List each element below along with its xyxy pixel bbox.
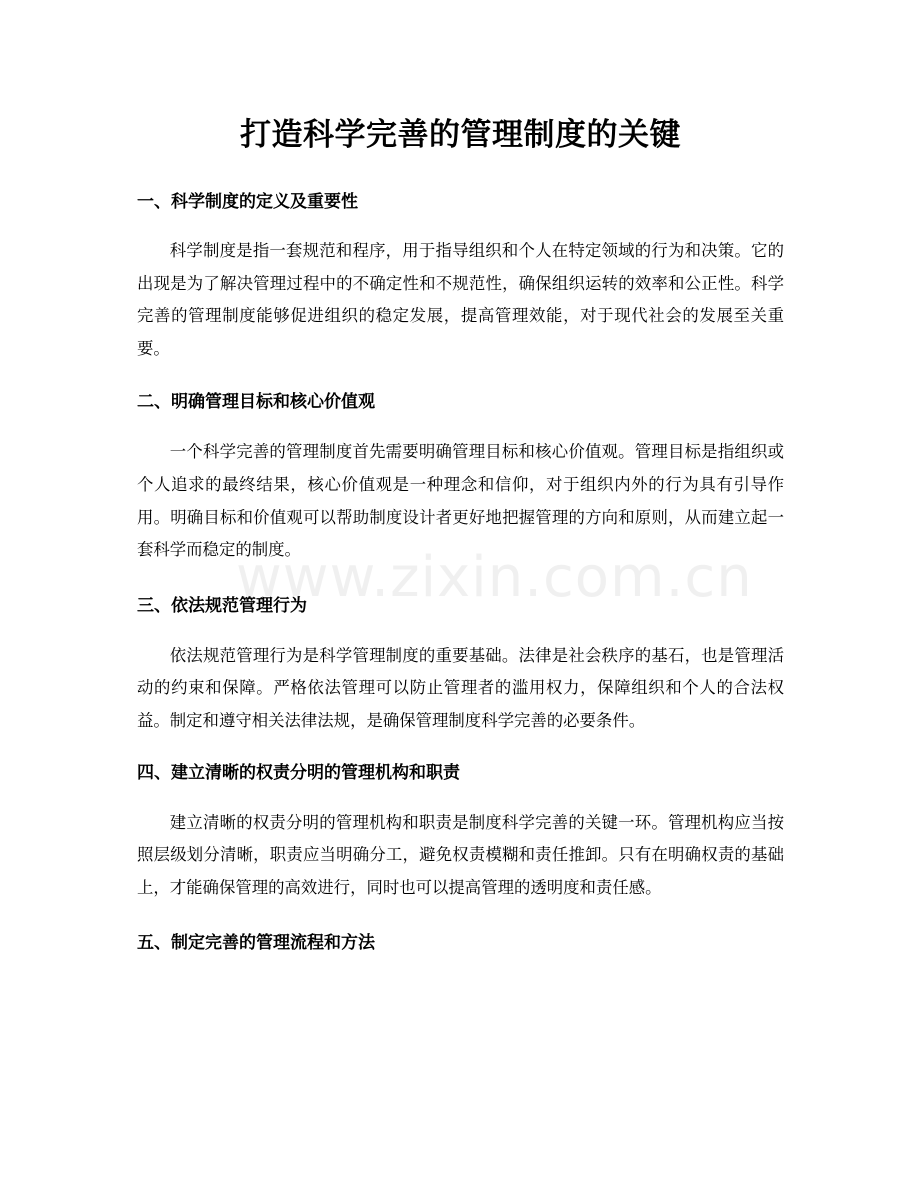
section-body-2: 一个科学完善的管理制度首先需要明确管理目标和核心价值观。管理目标是指组织或个人追求的最终结果，核心价值观是一种理念和信仰，对于组织内外的行为具有引导作用。明确目标和价值观可以帮助制度设计者更好地把握管理的方向和原则，从而建立起一套科学而稳定的制度。 [137, 442, 784, 560]
section-heading-3: 三、依法规范管理行为 [137, 595, 307, 616]
section-heading-5: 五、制定完善的管理流程和方法 [137, 933, 375, 954]
section-heading-2: 二、明确管理目标和核心价值观 [137, 392, 375, 413]
section-heading-4: 四、建立清晰的权责分明的管理机构和职责 [137, 762, 460, 783]
document-title: 打造科学完善的管理制度的关键 [240, 117, 681, 153]
section-body-4: 建立清晰的权责分明的管理机构和职责是制度科学完善的关键一环。管理机构应当按照层级划分清晰，职责应当明确分工，避免权责模糊和责任推卸。只有在明确权责的基础上，才能确保管理的高效进行，同时也可以提高管理的透明度和责任感。 [137, 812, 784, 897]
section-heading-1: 一、科学制度的定义及重要性 [137, 192, 358, 212]
section-body-3: 依法规范管理行为是科学管理制度的重要基础。法律是社会秩序的基石，也是管理活动的约束和保障。严格依法管理可以防止管理者的滥用权力，保障组织和个人的合法权益。制定和遵守相关法律法规，是确保管理制度科学完善的必要条件。 [137, 645, 784, 730]
section-body-1: 科学制度是指一套规范和程序，用于指导组织和个人在特定领域的行为和决策。它的出现是为了解决管理过程中的不确定性和不规范性，确保组织运转的效率和公正性。科学完善的管理制度能够促进组织的稳定发展，提高管理效能，对于现代社会的发展至关重要。 [137, 241, 784, 358]
watermark-text: www.zixin.com.cn [236, 545, 753, 610]
